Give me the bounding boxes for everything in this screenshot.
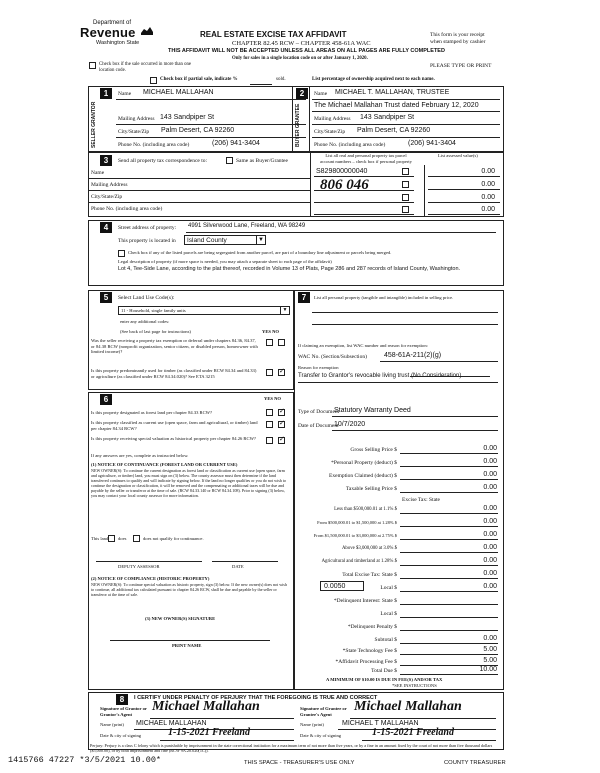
- total-state-amount[interactable]: 0.00: [483, 570, 497, 577]
- personal-amount[interactable]: 0.00: [483, 458, 497, 465]
- wac-label: WAC No. (Section/Subsection): [298, 354, 367, 360]
- buyer-phone-label: Phone No. (including area code): [314, 142, 386, 148]
- land-does-label: does: [118, 536, 127, 541]
- same-as-buyer-label: Same as Buyer/Grantee: [236, 158, 288, 164]
- recording-stamp: 1415766 47227 *3/5/2021 10.00*: [8, 755, 162, 765]
- affidavit-fee-amount[interactable]: 5.00: [483, 657, 497, 664]
- tier4-amount[interactable]: 0.00: [483, 544, 497, 551]
- s3-city-label: City/State/Zip: [91, 194, 123, 200]
- s3-name-label: Name: [91, 170, 105, 176]
- street-label: Street address of property:: [118, 225, 177, 231]
- seller-side-label: SELLER GRANTOR: [91, 101, 97, 149]
- local-rate-box[interactable]: [320, 581, 364, 591]
- section-5-badge: 5: [100, 292, 112, 303]
- exemption-label: Exemption Claimed (deduct) $: [329, 473, 397, 479]
- seller-name[interactable]: MICHAEL MALLAHAN: [143, 89, 214, 96]
- local-label: Local $: [380, 585, 397, 591]
- send-to-label: Send all property tax correspondence to:: [118, 158, 208, 164]
- seller-address[interactable]: 143 Sandpiper St: [160, 114, 215, 121]
- receipt-note-1: This form is your receipt: [430, 32, 485, 38]
- exemption-claim-label: If claiming an exemption, list WAC number and reason for exemption:: [298, 343, 428, 348]
- buyer-name-label: Name: [314, 91, 328, 97]
- buyer-city-label: City/State/Zip: [314, 129, 346, 135]
- doc-type[interactable]: Statutory Warranty Deed: [334, 407, 411, 414]
- s6-q2-yes[interactable]: [266, 421, 273, 428]
- partial-sale-pct-line[interactable]: [250, 84, 272, 85]
- assessed-value-2[interactable]: 0.00: [481, 181, 495, 188]
- doc-date-label: Date of Document: [298, 423, 339, 429]
- partial-sale-sold: sold.: [276, 77, 286, 82]
- tier4-label: Above $3,000,000 at 3.0% $: [341, 546, 397, 551]
- minimum-note: A MINIMUM OF $10.00 IS DUE IN FEE(S) AND/OR TAX: [326, 677, 443, 682]
- deputy-assessor-label: DEPUTY ASSESSOR: [118, 564, 160, 569]
- s6-q3: Is this property receiving special valuation as historical property per chapter 84.26 RCW?: [91, 436, 256, 441]
- buyer-name[interactable]: MICHAEL T. MALLAHAN, TRUSTEE: [335, 89, 450, 96]
- notice-2-body: NEW OWNER(S): To continue special valuation as historic property, sign (3) below. If the new owner(s) does not wish to continue, all additional tax calculated pursuant to chapter 84.26 RCW, shall be due and payable by the seller or transferor at the time of sale.: [91, 582, 287, 597]
- form-title: REAL ESTATE EXCISE TAX AFFIDAVIT: [200, 30, 347, 39]
- reason-strikethrough: [410, 376, 490, 377]
- s6-q1-yes[interactable]: [266, 409, 273, 416]
- ag-label: Agricultural and timberland at 1.28% $: [321, 559, 397, 564]
- section-8-badge: 8: [116, 694, 128, 705]
- see-back-label: (See back of last page for instructions): [120, 329, 191, 334]
- total-state-label: Total Excise Tax: State $: [342, 572, 397, 578]
- delinq-int-state-label: *Delinquent Interest: State $: [333, 598, 397, 604]
- land-does-checkbox[interactable]: [108, 535, 115, 542]
- parcel-header: List all real and personal property tax parcel account numbers – check box if personal property: [320, 153, 412, 164]
- land-use-select[interactable]: [118, 306, 290, 315]
- this-land-label: This land: [91, 536, 109, 541]
- s6-if-any: If any answers are yes, complete as instructed below.: [91, 453, 189, 458]
- additional-codes-label: enter any additional codes:: [120, 319, 170, 324]
- taxable-amount[interactable]: 0.00: [483, 484, 497, 491]
- exemption-reason[interactable]: Transfer to Grantor's revocable living trust (No Consideration): [298, 373, 462, 379]
- land-use-label: Select Land Use Code(s):: [118, 295, 175, 301]
- parcel-number-1[interactable]: S829800000040: [316, 168, 368, 175]
- personal-label: *Personal Property (deduct) $: [331, 460, 397, 466]
- tier2-amount[interactable]: 0.00: [483, 518, 497, 525]
- section-6-badge: 6: [100, 394, 112, 405]
- ag-amount[interactable]: 0.00: [483, 557, 497, 564]
- s5-q2: Is this property predominantly used for timber (as classified under RCW 84.34 and 84.33) or agriculture (as classified under RCW 84.34.020)? See ETA 3215: [91, 368, 257, 379]
- seller-city[interactable]: Palm Desert, CA 92260: [161, 127, 235, 134]
- seller-city-label: City/State/Zip: [118, 129, 150, 135]
- logo-revenue: Revenue: [80, 25, 136, 40]
- subtotal-amount[interactable]: 0.00: [483, 635, 497, 642]
- s3-address-label: Mailing Address: [91, 182, 128, 188]
- section-2-badge: 2: [296, 88, 308, 99]
- form-warning: THIS AFFIDAVIT WILL NOT BE ACCEPTED UNLESS ALL AREAS ON ALL PAGES ARE FULLY COMPLETED: [168, 48, 445, 54]
- personal-property-checkbox-3[interactable]: [402, 194, 409, 201]
- notice-2-title: (2) NOTICE OF COMPLIANCE (HISTORIC PROPERTY): [91, 576, 210, 581]
- section-7-badge: 7: [298, 292, 310, 303]
- s6-q2-no[interactable]: [278, 421, 285, 428]
- local-amount[interactable]: 0.00: [483, 583, 497, 590]
- subtotal-label: Subtotal $: [374, 637, 397, 643]
- s6-q1-no[interactable]: [278, 409, 285, 416]
- s5-q1-yes[interactable]: [266, 339, 273, 346]
- local-rate: 0.0050: [324, 583, 346, 590]
- street-address[interactable]: 4991 Silverwood Lane, Freeland, WA 98249: [188, 223, 306, 229]
- taxable-label: Taxable Selling Price $: [345, 486, 397, 492]
- wac-number[interactable]: 458-61A-211(2)(g): [384, 352, 442, 359]
- s6-q2: Is this property classified as current use (open space, farm and agricultural, or timber) land per chapter 84.34 RCW?: [91, 420, 258, 431]
- grantor-date-city: 1-15-2021 Freeland: [168, 727, 250, 738]
- legal-description[interactable]: Lot 4, Tee-Side Lane, according to the plat thereof, recorded in Volume 13 of Plats, Page 286 and 287 records of Island County, Washington.: [118, 266, 461, 272]
- section-3-badge: 3: [100, 155, 112, 166]
- s6-yes-no: YES NO: [264, 396, 281, 401]
- s6-q3-no[interactable]: [278, 437, 285, 444]
- partial-sale-checkbox[interactable]: [150, 77, 157, 84]
- s5-q2-yes[interactable]: [266, 369, 273, 376]
- reason-label: Reason for exemption: [298, 365, 339, 370]
- grantor-name-label: Name (print): [100, 722, 124, 727]
- total-due-amount[interactable]: 10.00: [479, 666, 497, 673]
- grantor-date-city-label: Date & city of signing: [100, 733, 142, 738]
- handwritten-parcel-no: 806 046: [320, 177, 369, 193]
- local2-label: Local $: [380, 611, 397, 617]
- total-due-label: Total Due $: [371, 668, 397, 674]
- gross-amount[interactable]: 0.00: [483, 445, 497, 452]
- gross-label: Gross Selling Price $: [350, 447, 397, 453]
- buyer-city[interactable]: Palm Desert, CA 92260: [357, 127, 431, 134]
- tier1-amount[interactable]: 0.00: [483, 505, 497, 512]
- assessed-value-4[interactable]: 0.00: [481, 206, 495, 213]
- notice-1-title: (1) NOTICE OF CONTINUANCE (FOREST LAND OR CURRENT USE): [91, 462, 238, 467]
- chevron-down-icon: ▼: [256, 236, 265, 244]
- doc-type-label: Type of Document: [298, 409, 340, 415]
- tier3-label: From $1,500,000.01 to $3,000,000 at 2.75% $: [313, 533, 397, 538]
- located-label: This property is located in: [118, 238, 176, 244]
- exemption-amount[interactable]: 0.00: [483, 471, 497, 478]
- s6-q1: Is this property designated as forest land per chapter 84.33 RCW?: [91, 410, 213, 415]
- grantor-name-print[interactable]: MICHAEL MALLAHAN: [136, 720, 207, 727]
- land-does-not-label: does not qualify for continuance.: [143, 536, 204, 541]
- please-type: PLEASE TYPE OR PRINT: [430, 63, 492, 69]
- buyer-side-label: BUYER GRANTEE: [295, 103, 301, 147]
- partial-sale-label: Check box if partial sale, indicate %: [160, 77, 238, 82]
- s6-q3-yes[interactable]: [266, 437, 273, 444]
- assessed-value-1[interactable]: 0.00: [481, 168, 495, 175]
- grantee-name-print[interactable]: MICHAEL T MALLAHAN: [342, 720, 419, 727]
- form-chapter: CHAPTER 82.45 RCW – CHAPTER 458-61A WAC: [232, 40, 371, 47]
- s5-yes-no: YES NO: [262, 329, 279, 334]
- legal-desc-label: Legal description of property (if more space is needed, you may attach a separate sheet to each page of the affidavit): [118, 259, 332, 264]
- grantee-signature-label: Signature of Grantee or Grantee's Agent: [300, 706, 347, 717]
- chevron-down-icon: ▼: [280, 307, 289, 314]
- affidavit-fee-label: *Affidavit Processing Fee $: [335, 659, 397, 665]
- notice-1-body: NEW OWNER(S): To continue the current designation as forest land or classification as current use (open space, farm and agriculture, or timber) land, you must sign on (3) below. The county assessor must then determine if the land transferred continues to qualify and will indicate by signing below. If the land no longer qualifies or you do not wish to continue the designation or classification, it will be removed and the compensating or additional taxes will be due and payable by the seller or transferor at the time of sale. (RCW 84.33.140 or RCW 84.34.108). Prior to signing (3) below, you may contact your local county assessor for more information.: [91, 468, 287, 498]
- form-subnote: Only for sales in a single location code on or after January 1, 2020.: [232, 56, 368, 61]
- s3-phone-label: Phone No. (including area code): [91, 206, 163, 212]
- new-owner-signature-label: (3) NEW OWNER(S) SIGNATURE: [145, 616, 216, 621]
- buyer-phone[interactable]: (206) 941-3404: [408, 140, 456, 147]
- certify-statement: I CERTIFY UNDER PENALTY OF PERJURY THAT THE FOREGOING IS TRUE AND CORRECT: [134, 695, 378, 701]
- grantee-date-city: 1-15-2021 Freeland: [372, 727, 454, 738]
- assessed-value-3[interactable]: 0.00: [481, 194, 495, 201]
- boundary-checkbox[interactable]: [118, 250, 125, 257]
- seller-address-label: Mailing Address: [118, 116, 155, 122]
- delinq-pen-label: *Delinquent Penalty $: [347, 624, 397, 630]
- grantor-signature: Michael Mallahan: [152, 699, 260, 714]
- boundary-label: Check box if any of the listed parcels are being segregated from another parcel, are part of a boundary line adjustment or parcels being merged.: [128, 250, 392, 255]
- tech-fee-amount[interactable]: 5.00: [483, 646, 497, 653]
- county-value: Island County: [187, 237, 227, 244]
- seller-phone-label: Phone No. (including area code): [118, 142, 190, 148]
- multi-location-checkbox[interactable]: [89, 62, 96, 69]
- land-use-value: 11 - Household, single family units: [121, 308, 186, 313]
- logo-dept-line: Department of: [93, 20, 132, 26]
- s5-q1: Was the seller receiving a property tax exemption or deferral under chapters 84.36, 84.37, or 84.38 RCW (nonprofit organization, senior citizen, or disabled person, homeowner with limited income)?: [91, 338, 258, 354]
- buyer-address-label: Mailing Address: [314, 116, 351, 122]
- logo-state: Washington State: [96, 40, 140, 46]
- personal-property-checkbox-4[interactable]: [402, 206, 409, 213]
- grantee-signature: Michael Mallahan: [354, 699, 462, 714]
- grantee-name-label: Name (print): [300, 722, 324, 727]
- washington-seal-icon: [140, 26, 154, 36]
- excise-header: Excise Tax: State: [401, 497, 440, 503]
- personal-property-checkbox-2[interactable]: [402, 181, 409, 188]
- s5-q1-no[interactable]: [278, 339, 285, 346]
- section-1-badge: 1: [100, 88, 112, 99]
- tier3-amount[interactable]: 0.00: [483, 531, 497, 538]
- see-instructions-note: *SEE INSTRUCTIONS: [392, 683, 437, 688]
- buyer-address[interactable]: 143 Sandpiper St: [360, 114, 415, 121]
- deputy-date-label: DATE: [232, 564, 244, 569]
- county-treasurer: COUNTY TREASURER: [444, 760, 506, 766]
- perjury-notice: Perjury: Perjury is a class C felony which is punishable by imprisonment in the state correctional institution for a maximum term of not more than five years, or by a fine in an amount fixed by the court of not more than five thousand dollars ($5,000.00), or by both imprisonment and fine (RCW 9A.20.020(1C)).: [90, 743, 493, 754]
- assessed-value-header: List assessed value(s): [438, 153, 478, 158]
- tier2-label: From $500,000.01 to $1,500,000 at 1.28% $: [317, 520, 397, 525]
- buyer-trust-name[interactable]: The Michael Mallahan Trust dated February 12, 2020: [314, 102, 479, 109]
- personal-property-label: List all personal property (tangible and intangible) included in selling price.: [314, 295, 454, 300]
- county-select[interactable]: [184, 235, 266, 245]
- seller-name-label: Name: [118, 91, 132, 97]
- print-name-label: PRINT NAME: [172, 643, 202, 648]
- grantee-date-city-label: Date & city of signing: [300, 733, 342, 738]
- doc-date[interactable]: 10/7/2020: [334, 421, 366, 428]
- treasurer-space: THIS SPACE - TREASURER'S USE ONLY: [244, 760, 355, 766]
- ownership-pct-note: List percentage of ownership acquired next to each name.: [312, 77, 435, 82]
- same-as-buyer-checkbox[interactable]: [226, 157, 233, 164]
- receipt-note-2: when stamped by cashier: [430, 39, 486, 45]
- section-4-badge: 4: [100, 222, 112, 233]
- tier1-label: Less than $500,000.01 at 1.1% $: [334, 507, 397, 512]
- s5-q2-no[interactable]: [278, 369, 285, 376]
- grantor-signature-label: Signature of Grantor or Grantor's Agent: [100, 706, 147, 717]
- seller-phone[interactable]: (206) 941-3404: [212, 140, 260, 147]
- tech-fee-label: *State Technology Fee $: [342, 648, 397, 654]
- land-does-not-checkbox[interactable]: [133, 535, 140, 542]
- personal-property-checkbox-1[interactable]: [402, 168, 409, 175]
- multi-location-label: Check box if the sale occurred in more than one location code.: [99, 62, 192, 73]
